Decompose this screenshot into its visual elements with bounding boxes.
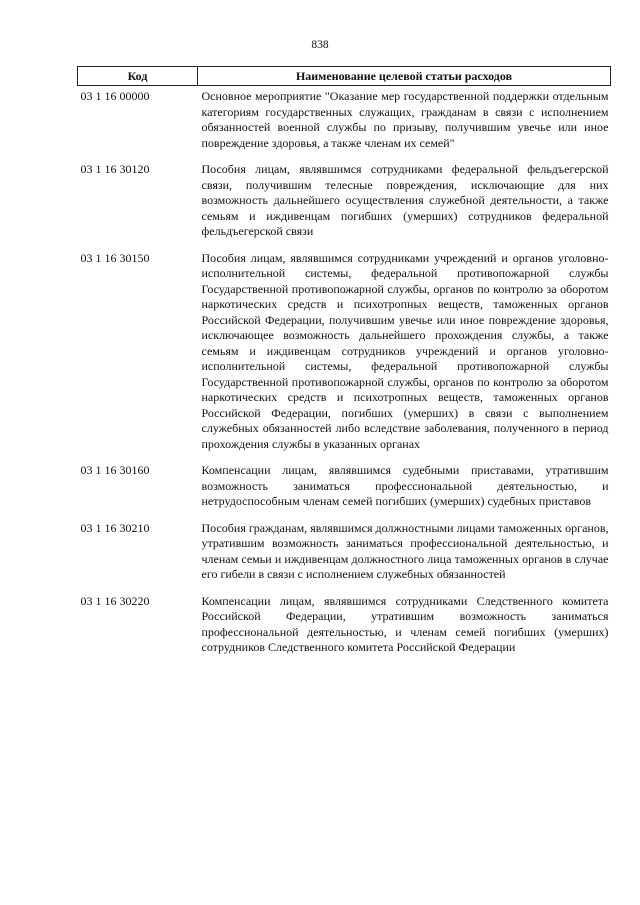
row-code: 03 1 16 30150 <box>80 250 150 265</box>
table-row <box>78 460 611 518</box>
table-row <box>78 159 611 248</box>
row-code: 03 1 16 30160 <box>80 463 150 477</box>
row-code: 03 1 16 30220 <box>80 593 150 608</box>
table-header-row <box>78 67 611 86</box>
table-row <box>78 248 611 461</box>
row-code: 03 1 16 00000 <box>80 89 150 103</box>
row-name: Основное мероприятие "Оказание мер государственной поддержки отдельным категориям государственных служащих, гражданам в связи с исполнением обязанностей военной службы по призыву, получившим увечье или иное повреждение здоровья, а также членам их семей" <box>201 89 609 150</box>
row-code: 03 1 16 30120 <box>80 162 150 176</box>
header-code: Код <box>78 67 198 86</box>
table-row <box>78 591 611 664</box>
row-name: Компенсации лицам, являвшимся сотрудниками Следственного комитета Российской Федерации, утратившим возможность заниматься профессиональной деятельностью, и членам семей погибших (умерших) сотрудников Следственного комитета Российской Федерации <box>201 593 609 654</box>
row-code: 03 1 16 30210 <box>80 520 150 535</box>
row-name: Пособия лицам, являвшимся сотрудниками федеральной фельдъегерской связи, получившим телесные повреждения, исключающие для них возможность дальнейшего осуществления служебной деятельности, а также семьям и иждивенцам погибших (умерших) сотрудников федеральной фельдъегерской связи <box>201 162 609 238</box>
row-name: Пособия гражданам, являвшимся должностными лицами таможенных органов, утратившим возможность заниматься профессиональной деятельностью, и членам семьи и иждивенцам должностного лица таможенных органов в случае его гибели в связи с исполнением служебных обязанностей <box>201 520 609 581</box>
table-row <box>78 86 611 160</box>
expense-items-table <box>77 66 611 664</box>
page-number: 838 <box>311 39 329 51</box>
header-name: Наименование целевой статьи расходов <box>198 67 611 86</box>
row-name: Пособия лицам, являвшимся сотрудниками учреждений и органов уголовно-исполнительной системы, федеральной противопожарной службы Государственной противопожарной службы, органов по контролю за оборотом наркотических средств и психотропных веществ, таможенных органов Российской Федерации, получившим увечье или иное повреждение здоровья, исключающее возможность дальнейшего прохождения службы, а также семьям и иждивенцам сотрудников учреждений и органов уголовно-исполнительной системы, федеральной противопожарной службы Государственной противопожарной службы, органов по контролю за оборотом наркотических средств и психотропных веществ, таможенных органов Российской Федерации, погибших (умерших) в связи с выполнением служебных обязанностей либо вследствие заболевания, полученного в период прохождения службы в указанных органах <box>201 250 609 451</box>
table-row <box>78 518 611 591</box>
row-name: Компенсации лицам, являвшимся судебными приставами, утратившим возможность заниматься профессиональной деятельностью, и нетрудоспособным членам семей погибших (умерших) судебных приставов <box>201 463 609 508</box>
